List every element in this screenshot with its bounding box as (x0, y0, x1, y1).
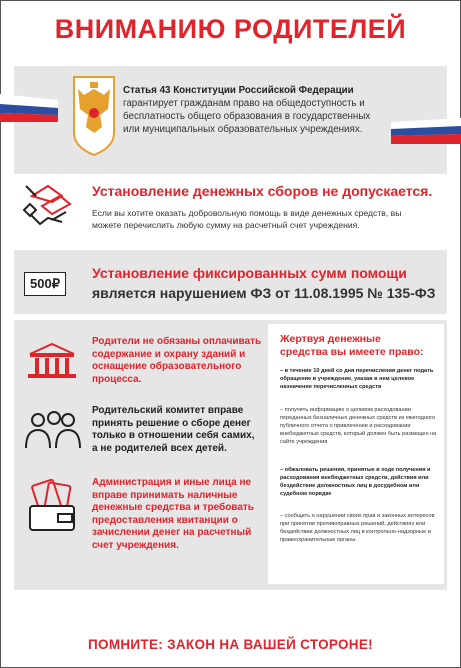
left-item-2: Родительский комитет вправе принять решение о сборе денег только в отношении себя самих, а не родителей всех детей. (92, 405, 255, 454)
building-icon (26, 340, 78, 380)
people-icon (24, 410, 82, 450)
poster-title: ВНИМАНИЮ РОДИТЕЛЕЙ (54, 14, 407, 44)
right-column-card (268, 324, 444, 584)
right-column-heading: Жертвуя денежные средства вы имеете право: (280, 333, 424, 358)
russian-flag-right (391, 118, 461, 144)
left-item-1: Родители не обязаны оплачивать содержание и охрану зданий и оснащение образовательного процесса. (92, 336, 262, 385)
right-item-2: – получить информацию о целевом расходовании переданных безналичных денежных средств из ежегодного публичного отчета о привлечении и расходовании внебюджетных средств, который должен быть размещен на сайте учреждения (280, 407, 437, 445)
section1-text: Если вы хотите оказать добровольную помощь в виде денежных средств, вы можете перечислить любую сумму на расчетный счет учреждения. (92, 208, 402, 230)
section2-heading: Установление фиксированных сумм помощи (92, 265, 407, 281)
footer-slogan: ПОМНИТЕ: ЗАКОН НА ВАШЕЙ СТОРОНЕ! (88, 637, 373, 652)
coat-of-arms-icon (72, 75, 116, 157)
left-item-3: Администрация и иные лица не вправе принимать наличные денежные средства и требовать предоставления квитанции о зачислении денег на расчетный счет учреждения. (92, 477, 254, 551)
section2-panel (14, 250, 447, 314)
money-hand-icon (22, 176, 78, 232)
right-item-4: – сообщить о нарушении своих прав и законных интересов при принятии противоправных решений, действиях или бездействии должностных лиц в контрольно-надзорные и правоохранительные органы. (280, 513, 435, 543)
wallet-money-icon (26, 478, 78, 534)
right-item-3: – обжаловать решения, принятые в ходе получения и расходования внебюджетных средств, действия или бездействие должностных лиц в досудебном или судебном порядке (280, 467, 431, 497)
right-item-1: – в течение 10 дней со дня перечисления денег подать обращение в учреждение, указав в нем целевое назначение перечисленных средств (280, 368, 434, 390)
section2-subheading: является нарушением ФЗ от 11.08.1995 № 135-ФЗ (92, 285, 436, 301)
article-heading: Статья 43 Конституции Российской Федерации (123, 85, 354, 96)
russian-flag-left (0, 94, 58, 122)
article-text: гарантирует гражданам право на общедоступность и бесплатность общего образования в государственных или муниципальных образовательных учреждениях. (123, 98, 371, 135)
amount-badge: 500₽ (24, 272, 66, 296)
article-text-block (123, 84, 373, 136)
section1-heading: Установление денежных сборов не допускается. (92, 183, 433, 199)
